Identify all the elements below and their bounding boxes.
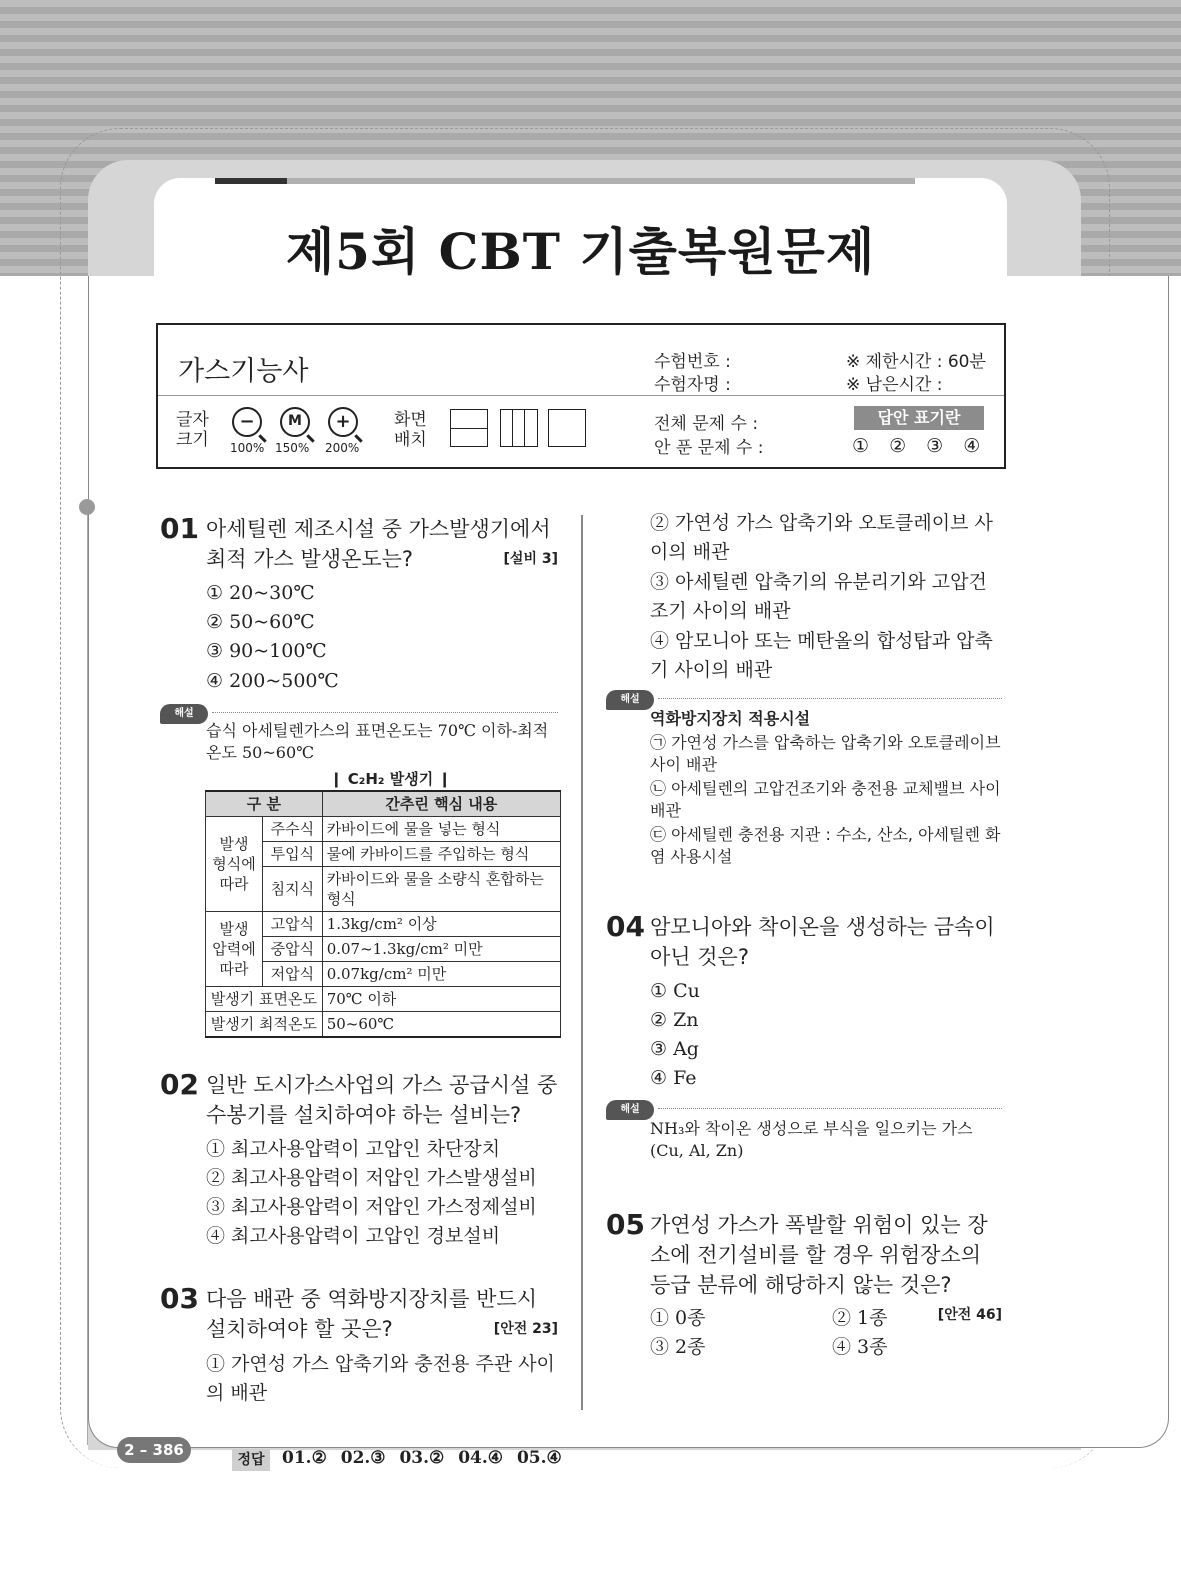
question-1-stem: 아세틸렌 제조시설 중 가스발생기에서 최적 가스 발생온도는? [206,517,551,571]
page-title: 제5회 CBT 기출복원문제 [285,222,876,281]
table-cell: 1.3kg/cm² 이상 [322,912,560,937]
question-4-number: 04 [606,910,645,943]
zoom-out-icon[interactable]: − [232,407,262,437]
table-cell: 물에 카바이드를 주입하는 형식 [322,842,560,867]
question-3-option-1[interactable]: ① 가연성 가스 압축기와 충전용 주관 사이의 배관 [206,1353,555,1404]
table-row [206,912,561,937]
answer-marks[interactable]: ① ② ③ ④ [852,435,981,457]
question-5-option-4[interactable]: ④ 3종 [832,1336,888,1358]
table-cell: 침지식 [263,867,323,912]
answer-key: 01.② 02.③ 03.② 04.④ 05.④ [282,1448,562,1468]
answer-sheet-header: 답안 표기란 [854,406,984,430]
question-3-text [206,1284,558,1344]
time-limit-label: ※ 제한시간 : 60분 [846,352,986,372]
question-1-text [206,514,558,574]
table-cell: 주수식 [263,817,323,842]
table-header-category: 구 분 [206,791,323,817]
explanation-3-item-1: ㉠ 가연성 가스를 압축하는 압축기와 오토클레이브 사이 배관 [650,733,1001,774]
explanation-3-icon: 해설 [606,690,654,710]
question-4-option-1[interactable]: ① Cu [650,980,700,1002]
unsolved-questions-label: 안 푼 문제 수 : [654,438,764,458]
zoom-150-label: 150% [275,441,310,455]
question-3-option-3[interactable]: ③ 아세틸렌 압축기의 유분리기와 고압건조기 사이의 배관 [650,571,987,622]
question-3-number: 03 [160,1282,199,1315]
question-3-option-2[interactable]: ② 가연성 가스 압축기와 오토클레이브 사이의 배관 [650,512,993,563]
explanation-1-icon: 해설 [160,704,208,724]
table-cell: 투입식 [263,842,323,867]
question-2-option-2[interactable]: ② 최고사용압력이 저압인 가스발생설비 [206,1167,537,1189]
question-1-number: 01 [160,512,199,545]
question-2-option-4[interactable]: ④ 최고사용압력이 고압인 경보설비 [206,1225,501,1247]
divider [158,395,1004,396]
explanation-4-icon: 해설 [606,1100,654,1120]
table-header-row [206,791,561,817]
page-number: 2 – 386 [117,1437,191,1463]
explanation-3-separator [658,698,1002,699]
question-1-option-4[interactable]: ④ 200~500℃ [206,670,339,692]
table-cell: 발생기 최적온도 [206,1012,323,1038]
question-5-option-2[interactable]: ② 1종 [832,1307,888,1329]
question-4-option-3[interactable]: ③ Ag [650,1038,699,1060]
title-bar [215,178,915,184]
question-2-option-3[interactable]: ③ 최고사용압력이 저압인 가스정제설비 [206,1196,537,1218]
table-cell: 카바이드와 물을 소량식 혼합하는 형식 [322,867,560,912]
exam-number-label: 수험번호 : [654,352,731,372]
table-caption: ❙ C₂H₂ 발생기 ❙ [330,770,451,788]
explanation-4-separator [658,1108,1002,1109]
question-1-option-1[interactable]: ① 20~30℃ [206,582,315,604]
table-row [206,817,561,842]
table-cell: 카바이드에 물을 넣는 형식 [322,817,560,842]
question-4-text: 암모니아와 착이온을 생성하는 금속이 아닌 것은? [650,915,995,969]
table-row [206,987,561,1012]
question-3-stem: 다음 배관 중 역화방지장치를 반드시 설치하여야 할 곳은? [206,1287,537,1341]
question-3-option-4[interactable]: ④ 암모니아 또는 메탄올의 합성탑과 압축기 사이의 배관 [650,630,993,681]
question-4-option-4[interactable]: ④ Fe [650,1067,697,1089]
layout-single-button[interactable] [450,409,488,447]
question-1-option-3[interactable]: ③ 90~100℃ [206,640,327,662]
layout-split-button[interactable] [500,409,538,447]
zoom-200-label: 200% [325,441,360,455]
exam-info-box [156,323,1006,469]
explanation-3-item-2: ㉡ 아세틸렌의 고압건조기와 충전용 교체밸브 사이 배관 [650,779,1001,820]
time-left-label: ※ 남은시간 : [846,375,943,395]
table-cell: 발생기 표면온도 [206,987,323,1012]
question-2-number: 02 [160,1068,199,1101]
question-5-number: 05 [606,1208,645,1241]
table-header-content: 간추린 핵심 내용 [322,791,560,817]
question-1-tag: [설비 3] [503,551,558,567]
generator-table [205,790,561,1038]
layout-double-button[interactable] [548,409,586,447]
explanation-1-text: 습식 아세틸렌가스의 표면온도는 70℃ 이하-최적온도 50~60℃ [206,721,549,762]
table-row [206,1012,561,1038]
explanation-1-separator [212,712,558,713]
title-bar-accent [215,178,287,184]
question-5-option-3[interactable]: ③ 2종 [650,1336,706,1358]
question-5-option-1[interactable]: ① 0종 [650,1307,706,1329]
explanation-3-item-3: ㉢ 아세틸렌 충전용 지관 : 수소, 산소, 아세틸렌 화염 사용시설 [650,825,1001,866]
table-cell: 50~60℃ [322,1012,560,1038]
zoom-100-label: 100% [230,441,265,455]
zoom-medium-icon[interactable]: M [280,407,310,437]
font-size-label: 글자 크기 [176,410,209,450]
explanation-4-text: NH₃와 착이온 생성으로 부식을 일으키는 가스 (Cu, Al, Zn) [650,1119,973,1160]
question-4-option-2[interactable]: ② Zn [650,1009,699,1031]
table-group-type: 발생 형식에 따라 [206,817,263,912]
subject-name: 가스기능사 [178,356,309,387]
question-5-stem: 가연성 가스가 폭발할 위험이 있는 장소에 전기설비를 할 경우 위험장소의 등급 분류에 해당하지 않는 것은? [650,1213,988,1297]
question-5-tag: [안전 46] [937,1307,1002,1323]
question-2-option-1[interactable]: ① 최고사용압력이 고압인 차단장치 [206,1138,501,1160]
side-line [87,515,88,1445]
explanation-3-title: 역화방지장치 적용시설 [650,709,811,728]
column-divider [581,515,583,1410]
question-1-option-2[interactable]: ② 50~60℃ [206,611,315,633]
table-cell: 0.07~1.3kg/cm² 미만 [322,937,560,962]
question-2-text: 일반 도시가스사업의 가스 공급시설 중 수봉기를 설치하여야 하는 설비는? [206,1073,558,1127]
examinee-name-label: 수험자명 : [654,375,731,395]
total-questions-label: 전체 문제 수 : [654,414,759,434]
screen-layout-label: 화면 배치 [394,410,427,450]
answer-key-label: 정답 [232,1449,270,1471]
table-cell: 고압식 [263,912,323,937]
side-dot [79,499,95,515]
table-cell: 저압식 [263,962,323,987]
zoom-in-icon[interactable]: + [328,407,358,437]
table-cell: 중압식 [263,937,323,962]
table-cell: 0.07kg/cm² 미만 [322,962,560,987]
table-cell: 70℃ 이하 [322,987,560,1012]
question-3-tag: [안전 23] [493,1321,558,1337]
table-group-pressure: 발생 압력에 따라 [206,912,263,987]
